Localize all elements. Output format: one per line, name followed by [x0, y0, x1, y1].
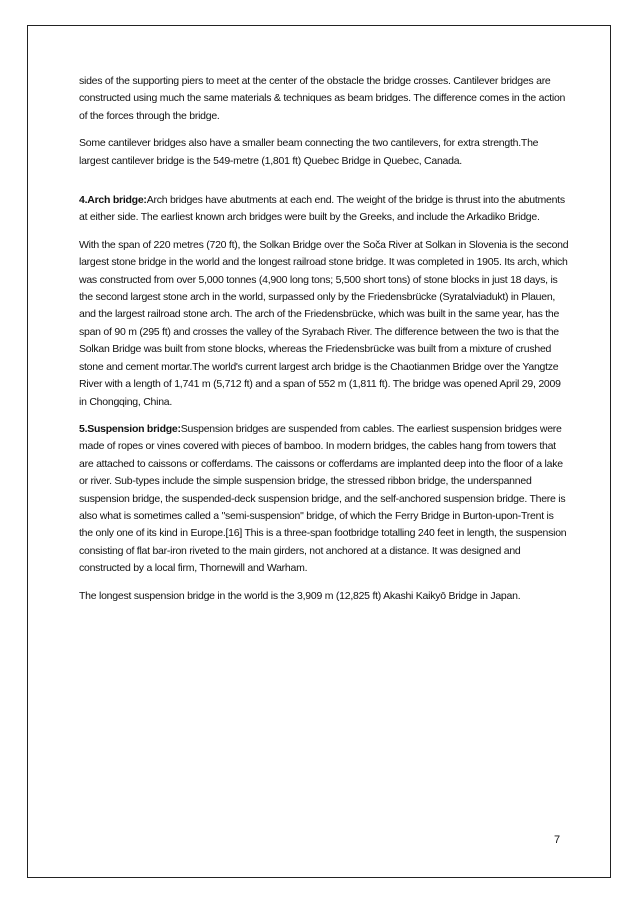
suspension-paragraph-1-text: Suspension bridges are suspended from cables. The earliest suspension bridges were made of ropes or vines covered with pieces of bamboo. In modern bridges, the cables hang from towers that are attached to caissons or cofferdams. The caissons or cofferdams are implanted deep into the floor of a lake or river. Sub-types include the simple suspension bridge, the stressed ribbon bridge, the underspanned suspension bridge, the suspended-deck suspension bridge, and the self-anchored suspension bridge. There is also what is sometimes called a "semi-suspension" bridge, of which the Ferry Bridge in Burton-upon-Trent is the only one of its kind in Europe.[16] This is a three-span footbridge totalling 240 feet in length, the suspension consisting of flat bar-iron riveted to the main girders, not anchored at a distance. It was designed and constructed by a local firm, Thornewill and Warham. [79, 422, 567, 575]
suspension-heading: 5.Suspension bridge: [79, 422, 181, 435]
suspension-paragraph-2: The longest suspension bridge in the world is the 3,909 m (12,825 ft) Akashi Kaikyō Bridge in Japan. [79, 589, 521, 602]
arch-paragraph-1-text: Arch bridges have abutments at each end. The weight of the bridge is thrust into the abutments at either side. The earliest known arch bridges were built by the Greeks, and include the Arkadiko Bridge. [79, 194, 565, 224]
arch-heading: 4.Arch bridge: [79, 194, 147, 207]
page-number: 7 [554, 834, 561, 846]
suspension-paragraph-1 [79, 421, 569, 578]
arch-paragraph-2: With the span of 220 metres (720 ft), the Solkan Bridge over the Soča River at Solkan in Slovenia is the second largest stone bridge in the world and the longest railroad stone bridge. It was completed in 1905. Its arch, which was constructed from over 5,000 tonnes (4,900 long tons; 5,500 short tons) of stone blocks in just 18 days, is the second largest stone arch in the world, surpassed only by the Friedensbrücke (Syratalviadukt) in Plauen, and the largest railroad stone arch. The arch of the Friedensbrücke, which was built in the same year, has the span of 90 m (295 ft) and crosses the valley of the Syrabach River. The difference between the two is that the Solkan Bridge was built from stone blocks, whereas the Friedensbrücke was built from a mixture of crushed stone and cement mortar.The world's current largest arch bridge is the Chaotianmen Bridge over the Yangtze River with a length of 1,741 m (5,712 ft) and a span of 552 m (1,811 ft). The bridge was opened April 29, 2009 in Chongqing, China. [79, 238, 569, 408]
arch-paragraph-1 [79, 192, 569, 227]
cantilever-paragraph-1: sides of the supporting piers to meet at the center of the obstacle the bridge crosses. Cantilever bridges are constructed using much the same materials & techniques as beam bridges. The difference comes in the action of the forces through the bridge. [79, 75, 566, 122]
document-body [79, 73, 569, 615]
cantilever-paragraph-2: Some cantilever bridges also have a smaller beam connecting the two cantilevers, for extra strength.The largest cantilever bridge is the 549-metre (1,801 ft) Quebec Bridge in Quebec, Canada. [79, 137, 539, 167]
